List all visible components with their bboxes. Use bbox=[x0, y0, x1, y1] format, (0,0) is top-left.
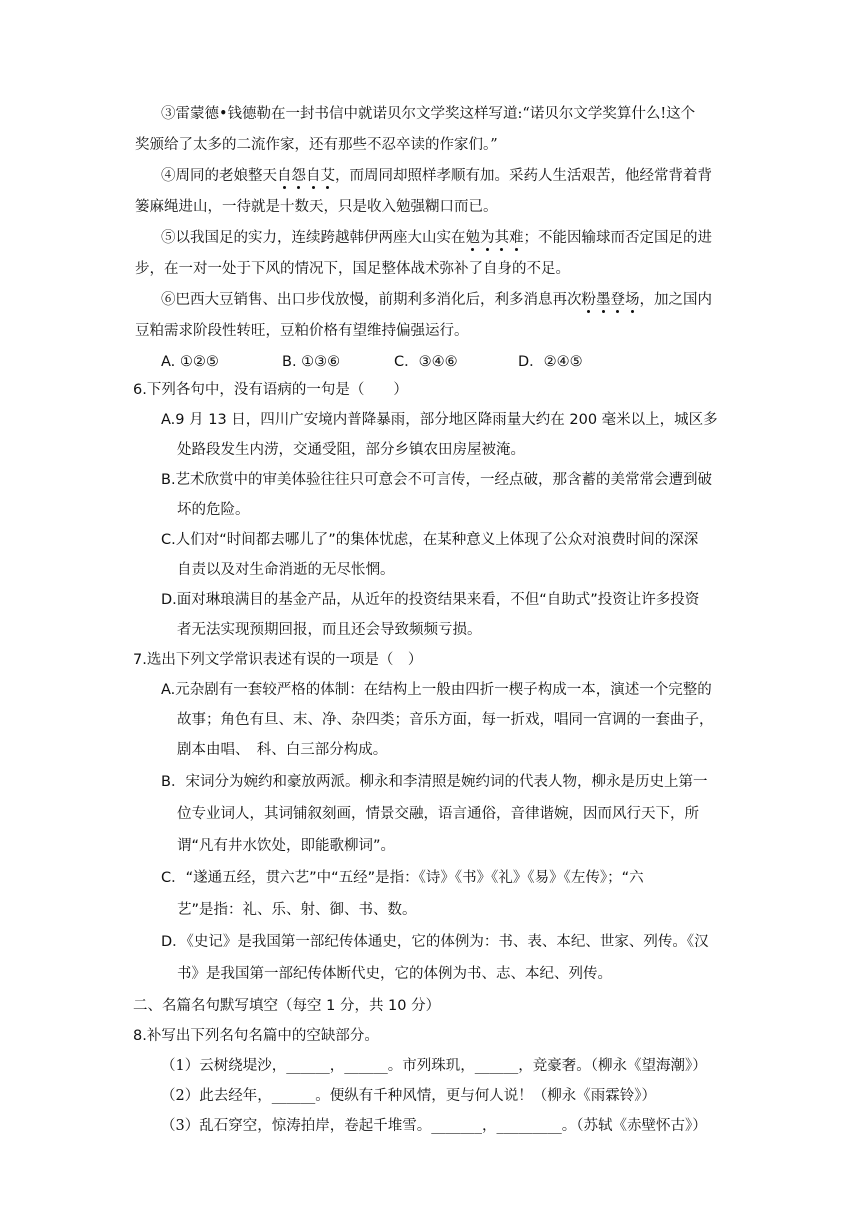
emphasis-char: 粉 bbox=[581, 292, 596, 308]
q5-item-5-text-a: ⑤以我国足的实力，连续跨越韩伊两座大山实在 bbox=[161, 230, 466, 246]
q5-item-5-dotted-phrase bbox=[466, 230, 524, 246]
emphasis-char: 自 bbox=[306, 168, 321, 184]
q7-option-a-line1: A.元杂剧有一套较严格的体制：在结构上一般由四折一楔子构成一本，演述一个完整的 bbox=[161, 682, 712, 698]
q5-item-6-line1 bbox=[161, 290, 712, 310]
q6-option-c-line2: 自责以及对生命消逝的无尽怅惘。 bbox=[177, 562, 395, 578]
q8-item-3: （3）乱石穿空，惊涛拍岸，卷起千堆雪。_______，_________。（苏轼《赤壁怀古》） bbox=[161, 1118, 707, 1134]
q7-option-a-line3: 剧本由唱、 科、白三部分构成。 bbox=[177, 742, 388, 758]
q7-option-b-line1: B．宋词分为婉约和豪放两派。柳永和李清照是婉约词的代表人物，柳永是历史上第一 bbox=[161, 774, 708, 790]
q5-item-4-text-a: ④周同的老娘整天 bbox=[161, 168, 277, 184]
q7-option-b-line2: 位专业词人，其词铺叙刻画，情景交融，语言通俗，音律谐婉，因而风行天下，所 bbox=[177, 806, 699, 822]
q5-item-6-line2: 豆粕需求阶段性转旺，豆粕价格有望维持偏强运行。 bbox=[135, 323, 469, 339]
emphasis-char: 墨 bbox=[596, 292, 611, 308]
q6-option-d-line2: 者无法实现预期回报，而且还会导致频频亏损。 bbox=[177, 622, 482, 638]
q5-item-5-line2: 步，在一对一处于下风的情况下，国足整体战术弥补了自身的不足。 bbox=[135, 261, 570, 277]
q8-item-2: （2）此去经年，______。便纵有千种风情，更与何人说！（柳永《雨霖铃》） bbox=[161, 1088, 656, 1104]
emphasis-char: 登 bbox=[610, 292, 625, 308]
q7-option-b-line3: 谓“凡有井水饮处，即能歌柳词”。 bbox=[177, 838, 396, 854]
q6-stem: 6.下列各句中，没有语病的一句是（ ） bbox=[133, 382, 408, 398]
q6-option-b-line2: 坏的危险。 bbox=[177, 502, 250, 518]
q5-item-5-line1 bbox=[161, 228, 712, 248]
q7-option-d-line1: D．《史记》是我国第一部纪传体通史，它的体例为：书、表、本纪、世家、列传。《汉 bbox=[161, 934, 709, 950]
emphasis-char: 场 bbox=[625, 292, 640, 308]
q5-item-6-text-b: ，加之国内 bbox=[639, 292, 712, 308]
q7-option-a-line2: 故事；角色有旦、末、净、杂四类；音乐方面，每一折戏，唱同一宫调的一套曲子， bbox=[177, 712, 714, 728]
q6-option-a-line1: A.9 月 13 日，四川广安境内普降暴雨，部分地区降雨量大约在 200 毫米以上，城区多 bbox=[161, 412, 718, 428]
q5-option-b: B. ①③⑥ bbox=[282, 354, 341, 370]
q5-item-4-line2: 篓麻绳进山，一待就是十数天，只是收入勉强糊口而已。 bbox=[135, 199, 498, 215]
q5-item-5-text-b: ；不能因输球而否定国足的进 bbox=[523, 230, 712, 246]
emphasis-char: 怨 bbox=[291, 168, 306, 184]
q8-item-1: （1）云树绕堤沙，______，______。市列珠玑，______，竞豪奢。（柳永《望海潮》） bbox=[161, 1058, 707, 1074]
q5-item-3-line2: 奖颁给了太多的二流作家，还有那些不忍卒读的作家们。” bbox=[135, 137, 498, 153]
section2-heading: 二、名篇名句默写填空（每空 1 分，共 10 分） bbox=[133, 998, 441, 1014]
q6-option-c-line1: C.人们对“时间都去哪儿了”的集体忧虑，在某种意义上体现了公众对浪费时间的深深 bbox=[161, 532, 699, 548]
emphasis-char: 艾 bbox=[320, 168, 335, 184]
q5-item-3-line1: ③雷蒙德•钱德勒在一封书信中就诺贝尔文学奖这样写道:“诺贝尔文学奖算什么!这个 bbox=[161, 106, 696, 122]
emphasis-char: 为 bbox=[480, 230, 495, 246]
q5-item-4-dotted-phrase bbox=[277, 168, 335, 184]
q5-item-4-text-b: ，而周同却照样孝顺有加。采药人生活艰苦，他经常背着背 bbox=[335, 168, 712, 184]
emphasis-char: 其 bbox=[494, 230, 509, 246]
q6-option-d-line1: D.面对琳琅满目的基金产品，从近年的投资结果来看，不但“自助式”投资让许多投资 bbox=[161, 592, 700, 608]
emphasis-char: 自 bbox=[277, 168, 292, 184]
q6-option-b-line1: B.艺术欣赏中的审美体验往往只可意会不可言传，一经点破，那含蓄的美常常会遭到破 bbox=[161, 472, 713, 488]
q5-item-4-line1 bbox=[161, 166, 712, 186]
q5-option-c: C．③④⑥ bbox=[394, 354, 458, 370]
emphasis-char: 勉 bbox=[465, 230, 480, 246]
q6-option-a-line2: 处路段发生内涝，交通受阻，部分乡镇农田房屋被淹。 bbox=[177, 442, 525, 458]
q5-item-6-text-a: ⑥巴西大豆销售、出口步伐放慢，前期利多消化后，利多消息再次 bbox=[161, 292, 582, 308]
emphasis-char: 难 bbox=[509, 230, 524, 246]
q5-option-a: A. ①②⑤ bbox=[161, 354, 219, 370]
q7-stem: 7.选出下列文学常识表述有误的一项是（ ） bbox=[133, 652, 423, 668]
q7-option-c-line2: 艺”是指：礼、乐、射、御、书、数。 bbox=[177, 902, 417, 918]
q5-item-6-dotted-phrase bbox=[582, 292, 640, 308]
q8-stem: 8.补写出下列名句名篇中的空缺部分。 bbox=[133, 1028, 379, 1044]
q7-option-d-line2: 书》是我国第一部纪传体断代史，它的体例为书、志、本纪、列传。 bbox=[177, 966, 612, 982]
q7-option-c-line1: C．“遂通五经，贯六艺”中“五经”是指：《诗》《书》《礼》《易》《左传》；“六 bbox=[161, 870, 644, 886]
q5-option-d: D．②④⑤ bbox=[518, 354, 583, 370]
